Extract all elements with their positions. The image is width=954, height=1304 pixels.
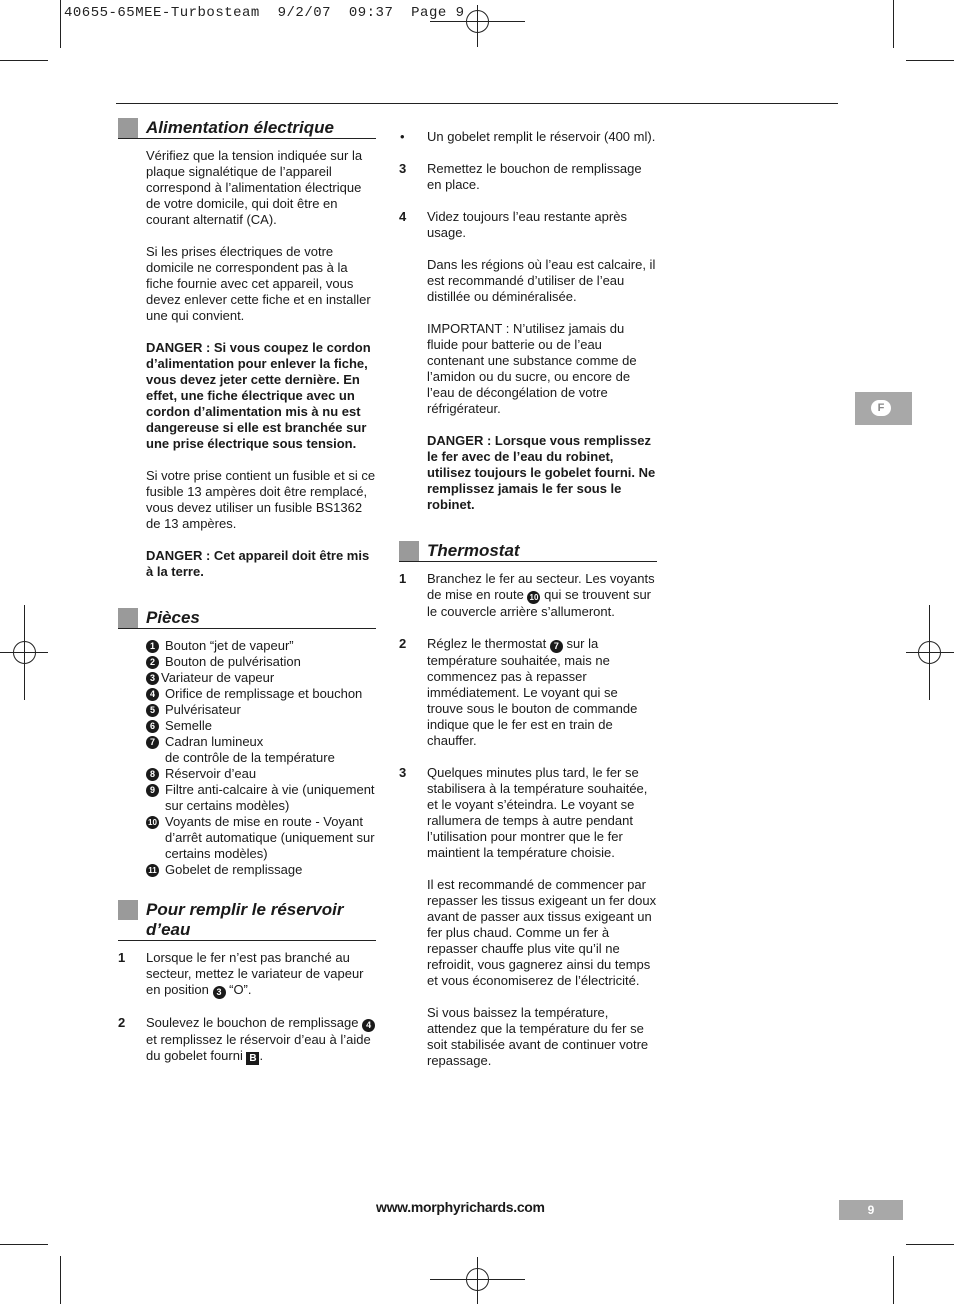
- heading-square-icon: [118, 608, 138, 628]
- left-column: [118, 112, 376, 1081]
- important-note: IMPORTANT : N’utilisez jamais du fluide pour batterie ou de l’eau contenant une substance comme de l’amidon ou du sucre, ou encore de l’eau de décongélation de votre réfrigérateur.: [427, 321, 637, 416]
- step-number: 2: [118, 1015, 126, 1030]
- heading-square-icon: [399, 541, 419, 561]
- step-text: Quelques minutes plus tard, le fer se stabilisera à la température souhaitée, et le voyant s’éteindra. Le voyant se rallumera de temps à autre pendant l’utilisation pour montrer que le fer maintient la température choisie.: [427, 765, 648, 860]
- middle-column: [399, 129, 657, 1085]
- crop-mark: [906, 60, 954, 61]
- step-item: [118, 1015, 376, 1065]
- paragraph: Dans les régions où l’eau est calcaire, il est recommandé d’utiliser de l’eau distillée ou déminéralisée.: [427, 257, 656, 304]
- step-number: 1: [399, 571, 407, 586]
- part-reference-icon: 7: [550, 640, 563, 653]
- section-heading-remplir: [118, 894, 376, 941]
- paragraph: Il est recommandé de commencer par repasser les tissus exigeant un fer doux avant de passer aux tissus exigeant un fer plus chaud. Comme un fer à repasser chauffe plus vite qu’il ne refroidit, vous gagnerez ainsi du temps et vous économiserez de l’électricité.: [427, 877, 657, 988]
- part-label: Bouton de pulvérisation: [165, 654, 301, 669]
- section-title: Thermostat: [427, 541, 520, 560]
- bullet-item: [399, 129, 657, 145]
- list-item: [146, 782, 376, 814]
- parts-list: [146, 638, 376, 878]
- step-item: [118, 950, 376, 999]
- paragraph: Vérifiez que la tension indiquée sur la plaque signalétique de l’appareil correspond à l’alimentation électrique de votre domicile, qui doit être en courant alternatif (CA).: [146, 148, 363, 227]
- registration-mark: [918, 641, 941, 664]
- part-number-icon: 10: [146, 816, 159, 829]
- part-number-icon: 3: [146, 672, 159, 685]
- section-heading-thermostat: [399, 535, 657, 562]
- top-rule: [116, 103, 838, 104]
- footer-website: www.morphyrichards.com: [376, 1199, 545, 1215]
- part-label: Gobelet de remplissage: [165, 862, 303, 877]
- part-label: Bouton “jet de vapeur”: [165, 638, 294, 653]
- part-label: Orifice de remplissage et bouchon: [165, 686, 363, 701]
- list-item: [146, 654, 376, 670]
- list-item: [146, 718, 376, 734]
- list-item: [146, 734, 376, 766]
- crop-mark: [893, 1256, 894, 1304]
- step-number: 3: [399, 161, 407, 176]
- paragraph: Si votre prise contient un fusible et si ce fusible 13 ampères doit être remplacé, vous devez utiliser un fusible BS1362 de 13 ampères.: [146, 468, 376, 531]
- crop-mark: [906, 1244, 954, 1245]
- part-label: Pulvérisateur: [165, 702, 241, 717]
- danger-warning: DANGER : Si vous coupez le cordon d’alimentation pour enlever la fiche, vous devez jeter cette dernière. En effet, une fiche électrique avec un cordon d’alimentation mis à nu est dangereuse si elle est branchée sur une prise électrique sous tension.: [146, 340, 371, 451]
- language-badge: F: [871, 400, 891, 416]
- list-item: [146, 638, 376, 654]
- step-item: [399, 765, 657, 861]
- step-text: Videz toujours l’eau restante après usage.: [427, 209, 627, 240]
- bullet-icon: •: [400, 129, 405, 144]
- part-label: Semelle: [165, 718, 212, 733]
- part-label: Variateur de vapeur: [161, 670, 275, 685]
- list-item: [146, 702, 376, 718]
- part-number-icon: 2: [146, 656, 159, 669]
- part-reference-icon: 10: [527, 591, 540, 604]
- step-text: Soulevez le bouchon de remplissage 4 et remplissez le réservoir d’eau à l’aide du gobelet fourni B .: [146, 1015, 376, 1065]
- print-slug: 40655-65MEE-Turbosteam 9/2/07 09:37 Page 9: [64, 5, 465, 21]
- figure-reference-icon: B: [246, 1052, 259, 1065]
- part-number-icon: 5: [146, 704, 159, 717]
- crop-mark: [60, 1256, 61, 1304]
- danger-warning: DANGER : Cet appareil doit être mis à la terre.: [146, 548, 370, 579]
- danger-warning: DANGER : Lorsque vous remplissez le fer avec de l’eau du robinet, utilisez toujours le gobelet fourni. Ne remplissez jamais le fer sous le robinet.: [427, 433, 656, 512]
- registration-mark: [466, 1268, 489, 1291]
- crop-mark: [0, 60, 48, 61]
- step-number: 4: [399, 209, 407, 224]
- part-label: Cadran lumineux de contrôle de la température: [165, 734, 335, 765]
- part-number-icon: 6: [146, 720, 159, 733]
- paragraph: Si les prises électriques de votre domicile ne correspondent pas à la fiche fournie avec cet appareil, vous devez enlever cette fiche et en installer une qui convient.: [146, 244, 371, 323]
- section-title: Alimentation électrique: [146, 118, 334, 137]
- step-number: 1: [118, 950, 126, 965]
- step-text: Remettez le bouchon de remplissage en place.: [427, 161, 642, 192]
- part-label: Voyants de mise en route - Voyant d’arrêt automatique (uniquement sur certains modèles): [165, 814, 375, 861]
- list-item: [146, 686, 376, 702]
- list-item: [146, 766, 376, 782]
- section-heading-alimentation: [118, 112, 376, 139]
- part-number-icon: 11: [146, 864, 159, 877]
- step-item: [399, 636, 657, 749]
- heading-square-icon: [118, 118, 138, 138]
- step-number: 3: [399, 765, 407, 780]
- list-item: [146, 862, 376, 878]
- step-text: Lorsque le fer n’est pas branché au secteur, mettez le variateur de vapeur en position 3 “O”.: [146, 950, 364, 997]
- crop-mark: [893, 0, 894, 48]
- step-text: Branchez le fer au secteur. Les voyants de mise en route 10 qui se trouvent sur le couvercle arrière s’allumeront.: [427, 571, 655, 619]
- crop-mark: [60, 0, 61, 48]
- page-number: 9: [839, 1200, 903, 1220]
- bullet-text: Un gobelet remplit le réservoir (400 ml).: [427, 129, 656, 144]
- crop-mark: [0, 1244, 48, 1245]
- registration-mark: [13, 641, 36, 664]
- section-title: Pièces: [146, 608, 200, 627]
- step-number: 2: [399, 636, 407, 651]
- part-number-icon: 7: [146, 736, 159, 749]
- part-label: Réservoir d’eau: [165, 766, 257, 781]
- section-title: Pour remplir le réservoir d’eau: [146, 900, 344, 939]
- paragraph: Si vous baissez la température, attendez que la température du fer se soit stabilisée avant de continuer votre repassage.: [427, 1005, 649, 1068]
- heading-square-icon: [118, 900, 138, 920]
- step-item: [399, 571, 657, 620]
- step-text: Réglez le thermostat 7 sur la température souhaitée, mais ne commencez pas à repasser immédiatement. Le voyant qui se trouve sous le bouton de commande indique que le fer est en train de chauffer.: [427, 636, 638, 748]
- list-item: [146, 670, 376, 686]
- part-reference-icon: 3: [213, 986, 226, 999]
- step-item: [399, 161, 657, 193]
- part-number-icon: 4: [146, 688, 159, 701]
- step-item: [399, 209, 657, 241]
- language-tab: [855, 392, 912, 425]
- part-label: Filtre anti-calcaire à vie (uniquement sur certains modèles): [165, 782, 375, 813]
- part-number-icon: 9: [146, 784, 159, 797]
- list-item: [146, 814, 376, 862]
- part-number-icon: 1: [146, 640, 159, 653]
- section-heading-pieces: [118, 602, 376, 629]
- part-reference-icon: 4: [362, 1019, 375, 1032]
- registration-mark: [466, 10, 489, 33]
- part-number-icon: 8: [146, 768, 159, 781]
